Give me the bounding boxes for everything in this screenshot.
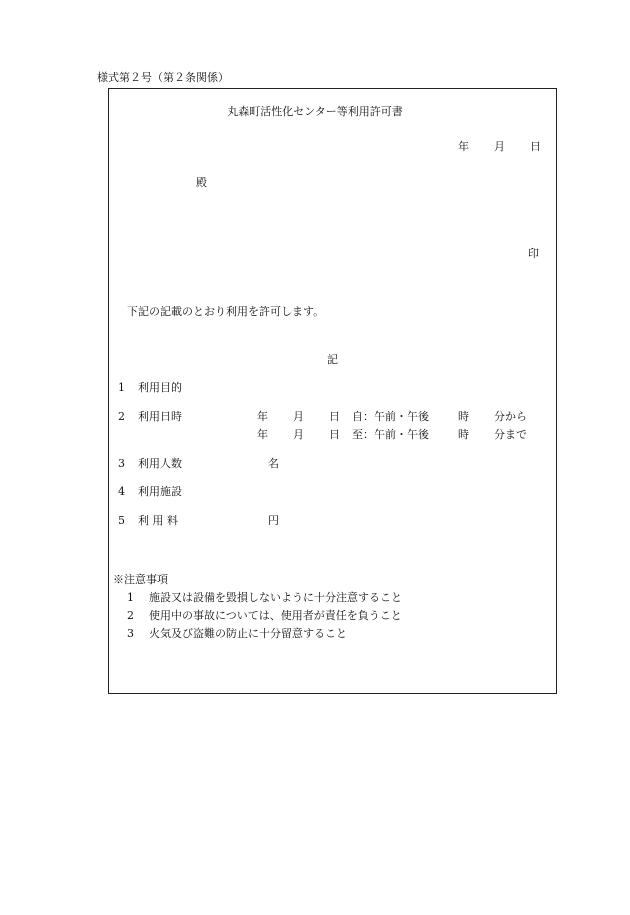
document-title: 丸森町活性化センター等利用許可書 [227, 105, 403, 118]
item-label-headcount: 利用人数 [138, 457, 182, 470]
item-number: 1 [118, 381, 125, 394]
to-hour: 時 [458, 428, 469, 441]
note-number: 1 [127, 591, 134, 604]
to-month: 月 [293, 428, 304, 441]
item-label-facility: 利用施設 [138, 485, 182, 498]
from-year: 年 [257, 410, 268, 423]
item-number: 4 [118, 485, 125, 498]
form-number: 様式第２号（第２条関係） [97, 71, 229, 84]
date-day: 日 [530, 140, 541, 153]
addressee-suffix: 殿 [196, 176, 207, 189]
note-text: 火気及び盗難の防止に十分留意すること [149, 627, 347, 640]
from-day: 日 [329, 410, 340, 423]
ki-heading: 記 [327, 353, 338, 366]
seal-mark: 印 [528, 247, 539, 260]
item-label-purpose: 利用目的 [138, 381, 182, 394]
from-month: 月 [293, 410, 304, 423]
item-number: 2 [118, 410, 125, 423]
note-text: 施設又は設備を毀損しないように十分注意すること [149, 591, 402, 604]
date-month: 月 [494, 140, 505, 153]
from-suffix: 分から [494, 410, 527, 423]
date-year: 年 [458, 140, 469, 153]
to-suffix: 分まで [494, 428, 527, 441]
note-number: 2 [127, 609, 134, 622]
fee-unit: 円 [268, 514, 279, 527]
note-number: 3 [127, 627, 134, 640]
item-label-datetime: 利用日時 [138, 410, 182, 423]
item-label-fee: 利 用 料 [138, 514, 178, 527]
notes-heading: ※注意事項 [113, 573, 168, 586]
item-number: 3 [118, 457, 125, 470]
note-text: 使用中の事故については、使用者が責任を負うこと [149, 609, 402, 622]
to-ampm: 至：午前・午後 [352, 428, 429, 441]
from-hour: 時 [458, 410, 469, 423]
to-day: 日 [329, 428, 340, 441]
headcount-unit: 名 [268, 457, 279, 470]
intro-text: 下記の記載のとおり利用を許可します。 [127, 305, 325, 318]
to-year: 年 [257, 428, 268, 441]
item-number: 5 [118, 514, 125, 527]
from-ampm: 自：午前・午後 [352, 410, 429, 423]
